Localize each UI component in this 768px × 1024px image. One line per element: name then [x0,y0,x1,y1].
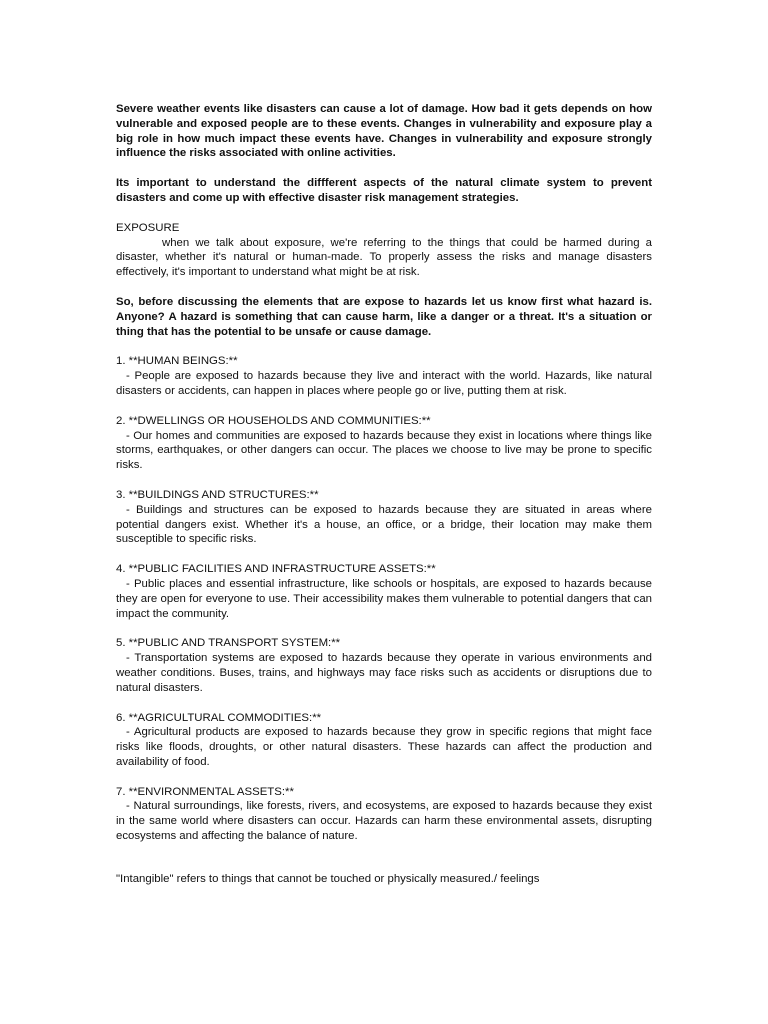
exposure-heading: EXPOSURE [116,221,180,234]
list-item [116,488,652,547]
list-item [116,636,652,695]
list-item-body: - People are exposed to hazards because they live and interact with the world. Hazards, like natural disasters or accidents, can happen in places where people go or live, putting them at risk. [116,370,652,397]
list-item-heading: 6. **AGRICULTURAL COMMODITIES:** [116,711,322,724]
list-item-body: - Natural surroundings, like forests, rivers, and ecosystems, are exposed to hazards because they exist in the same world where disasters can occur. Hazards can harm these environmental assets, disrupting ecosystems and affecting the balance of nature. [116,800,652,843]
hazard-definition-paragraph: So, before discussing the elements that are expose to hazards let us know first what hazard is. Anyone? A hazard is something that can cause harm, like a danger or a threat. It's a situation or thing that has the potential to be unsafe or cause damage. [116,295,652,338]
intro-paragraph-2: Its important to understand the diffferent aspects of the natural climate system to prevent disasters and come up with effective disaster risk management strategies. [116,177,652,204]
list-item-body: - Transportation systems are exposed to hazards because they operate in various environments and weather conditions. Buses, trains, and highways may face risks such as accidents or disruptions due to natural disasters. [116,652,652,694]
exposure-body: when we talk about exposure, we're referring to the things that could be harmed during a disaster, whether it's natural or human-made. To properly assess the risks and manage disasters effectively, it's important to understand what might be at risk. [116,236,652,279]
list-item-body: - Our homes and communities are exposed to hazards because they exist in locations where things like storms, earthquakes, or other dangers can occur. The places we choose to live may be prone to specific risks. [116,429,652,472]
intro-paragraph-1: Severe weather events like disasters can cause a lot of damage. How bad it gets depends on how vulnerable and exposed people are to these events. Changes in vulnerability and exposure play a big role in how much impact these events have. Changes in vulnerability and exposure strongly influence the risks associated with online activities. [116,103,652,160]
list-item-heading: 7. **ENVIRONMENTAL ASSETS:** [116,785,294,798]
list-item-heading: 3. **BUILDINGS AND STRUCTURES:** [116,488,319,501]
list-item [116,414,652,473]
list-item [116,785,652,844]
list-item [116,711,652,770]
list-item [116,562,652,621]
list-item-body: - Agricultural products are exposed to hazards because they grow in specific regions that might face risks like floods, droughts, or other natural disasters. These hazards can affect the production and availability of food. [116,726,652,768]
list-item-heading: 5. **PUBLIC AND TRANSPORT SYSTEM:** [116,637,341,650]
list-item-heading: 1. **HUMAN BEINGS:** [116,355,238,368]
exposure-section [116,221,652,280]
list-item-body: - Buildings and structures can be exposed to hazards because they are situated in areas where potential dangers exist. Whether it's a house, an office, or a bridge, their location may make them susceptible to specific risks. [116,503,652,546]
list-item-heading: 2. **DWELLINGS OR HOUSEHOLDS AND COMMUNITIES:** [116,414,431,427]
list-item [116,354,652,398]
footer-note: "Intangible" refers to things that cannot be touched or physically measured./ feelings [116,872,540,885]
document-page [116,102,652,887]
exposed-elements-list [116,354,652,844]
list-item-body: - Public places and essential infrastructure, like schools or hospitals, are exposed to hazards because they are open for everyone to use. Their accessibility makes them vulnerable to potential dangers that can impact the community. [116,577,652,620]
list-item-heading: 4. **PUBLIC FACILITIES AND INFRASTRUCTURE ASSETS:** [116,563,436,576]
